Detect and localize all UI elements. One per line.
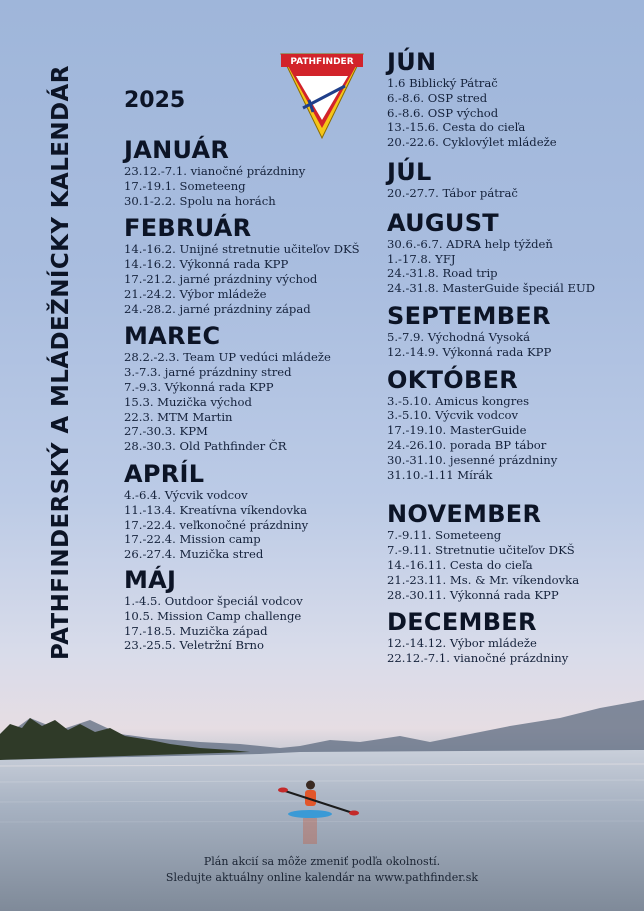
event-item: 31.10.-1.11 Mírák bbox=[387, 467, 493, 482]
month-1 bbox=[124, 214, 374, 316]
month-0 bbox=[387, 48, 637, 150]
event-item: 17.-22.4. veľkonočné prázdniny bbox=[124, 517, 309, 532]
month-6 bbox=[387, 608, 637, 666]
month-heading: JÚN bbox=[387, 48, 437, 76]
month-heading: JANUÁR bbox=[124, 136, 230, 164]
event-item: 3.-7.3. jarné prázdniny stred bbox=[124, 365, 292, 380]
month-2 bbox=[124, 322, 374, 454]
footer-note: Plán akcií sa môže zmeniť podľa okolností. bbox=[203, 855, 441, 868]
month-heading: SEPTEMBER bbox=[387, 301, 551, 330]
event-item: 24.-31.8. Road trip bbox=[387, 266, 498, 281]
event-item: 17.-22.4. Mission camp bbox=[124, 532, 261, 547]
month-heading: NOVEMBER bbox=[387, 500, 542, 529]
event-item: 17.-19.10. MasterGuide bbox=[387, 423, 527, 438]
month-heading: AUGUST bbox=[387, 208, 499, 237]
poster-title: PATHFINDERSKÝ A MLÁDEŽNÍCKY KALENDÁR bbox=[48, 65, 74, 660]
event-item: 1.-4.5. Outdoor špeciál vodcov bbox=[124, 593, 303, 608]
event-item: 26.-27.4. Muzička stred bbox=[124, 547, 264, 562]
event-item: 20.-22.6. Cyklovýlet mládeže bbox=[387, 135, 557, 150]
event-item: 7.-9.11. Someteeng bbox=[387, 528, 502, 543]
event-item: 17.-18.5. Muzička západ bbox=[124, 623, 268, 638]
event-item: 14.-16.2. Výkonná rada KPP bbox=[124, 257, 289, 272]
event-item: 11.-13.4. Kreatívna víkendovka bbox=[124, 502, 307, 517]
month-3 bbox=[124, 460, 374, 562]
event-item: 30.1-2.2. Spolu na horách bbox=[124, 193, 276, 208]
event-item: 22.3. MTM Martin bbox=[124, 409, 233, 424]
month-2 bbox=[387, 209, 637, 296]
event-item: 17.-21.2. jarné prázdniny východ bbox=[124, 271, 318, 286]
event-item: 28.-30.11. Výkonná rada KPP bbox=[387, 587, 559, 602]
event-item: 5.-7.9. Východná Vysoká bbox=[387, 329, 530, 344]
event-item: 10.5. Mission Camp challenge bbox=[124, 608, 302, 623]
month-heading: JÚL bbox=[387, 157, 432, 186]
event-item: 4.-6.4. Výcvik vodcov bbox=[124, 487, 248, 502]
event-item: 27.-30.3. KPM bbox=[124, 424, 208, 439]
event-item: 13.-15.6. Cesta do cieľa bbox=[387, 120, 526, 135]
month-0 bbox=[124, 136, 374, 208]
event-item: 14.-16.11. Cesta do cieľa bbox=[387, 557, 533, 572]
event-item: 15.3. Muzička východ bbox=[124, 394, 252, 409]
event-item: 12.-14.12. Výbor mládeže bbox=[387, 636, 537, 651]
event-item: 6.-8.6. OSP východ bbox=[387, 105, 499, 120]
month-3 bbox=[387, 302, 637, 360]
event-item: 21.-23.11. Ms. & Mr. víkendovka bbox=[387, 572, 580, 587]
event-item: 23.-25.5. Veletržní Brno bbox=[124, 638, 264, 653]
event-item: 1.6 Biblický Pátrač bbox=[387, 76, 498, 90]
event-item: 1.-17.8. YFJ bbox=[387, 251, 456, 266]
event-item: 28.2.-2.3. Team UP vedúci mládeže bbox=[124, 350, 331, 365]
svg-text:PATHFINDER: PATHFINDER bbox=[290, 57, 354, 67]
event-item: 28.-30.3. Old Pathfinder ČR bbox=[124, 439, 287, 454]
month-heading: OKTÓBER bbox=[387, 365, 519, 394]
event-item: 24.-26.10. porada BP tábor bbox=[387, 437, 547, 452]
event-item: 20.-27.7. Tábor pátrač bbox=[387, 185, 518, 200]
month-heading: APRÍL bbox=[124, 459, 205, 488]
month-heading: DECEMBER bbox=[387, 608, 537, 637]
event-item: 30.-31.10. jesenné prázdniny bbox=[387, 452, 558, 467]
pathfinder-logo bbox=[279, 50, 365, 142]
month-heading: FEBRUÁR bbox=[124, 214, 252, 243]
month-heading: MÁJ bbox=[124, 565, 177, 594]
event-item: 17.-19.1. Someteeng bbox=[124, 178, 246, 193]
event-item: 3.-5.10. Amicus kongres bbox=[387, 393, 530, 408]
event-item: 3.-5.10. Výcvik vodcov bbox=[387, 408, 519, 423]
event-item: 30.6.-6.7. ADRA help týždeň bbox=[387, 236, 553, 251]
event-item: 23.12.-7.1. vianočné prázdniny bbox=[124, 164, 306, 178]
left-column bbox=[124, 136, 374, 653]
month-heading: MAREC bbox=[124, 322, 221, 351]
month-4 bbox=[387, 366, 637, 483]
event-item: 14.-16.2. Unijné stretnutie učiteľov DKŠ bbox=[124, 242, 360, 257]
month-1 bbox=[387, 158, 637, 201]
event-item: 7.-9.3. Výkonná rada KPP bbox=[124, 379, 274, 394]
footer-website: Sledujte aktuálny online kalendár na www.pathfinder.sk bbox=[165, 871, 479, 884]
month-5 bbox=[387, 500, 637, 602]
event-item: 6.-8.6. OSP stred bbox=[387, 90, 488, 105]
right-column bbox=[387, 48, 637, 666]
event-item: 7.-9.11. Stretnutie učiteľov DKŠ bbox=[387, 543, 575, 558]
event-item: 24.-28.2. jarné prázdniny západ bbox=[124, 301, 311, 316]
year-heading: 2025 bbox=[124, 88, 186, 113]
month-4 bbox=[124, 566, 374, 653]
event-item: 12.-14.9. Výkonná rada KPP bbox=[387, 344, 552, 359]
event-item: 21.-24.2. Výbor mládeže bbox=[124, 286, 267, 301]
event-item: 22.12.-7.1. vianočné prázdniny bbox=[387, 651, 569, 666]
event-item: 24.-31.8. MasterGuide špeciál EUD bbox=[387, 281, 596, 296]
